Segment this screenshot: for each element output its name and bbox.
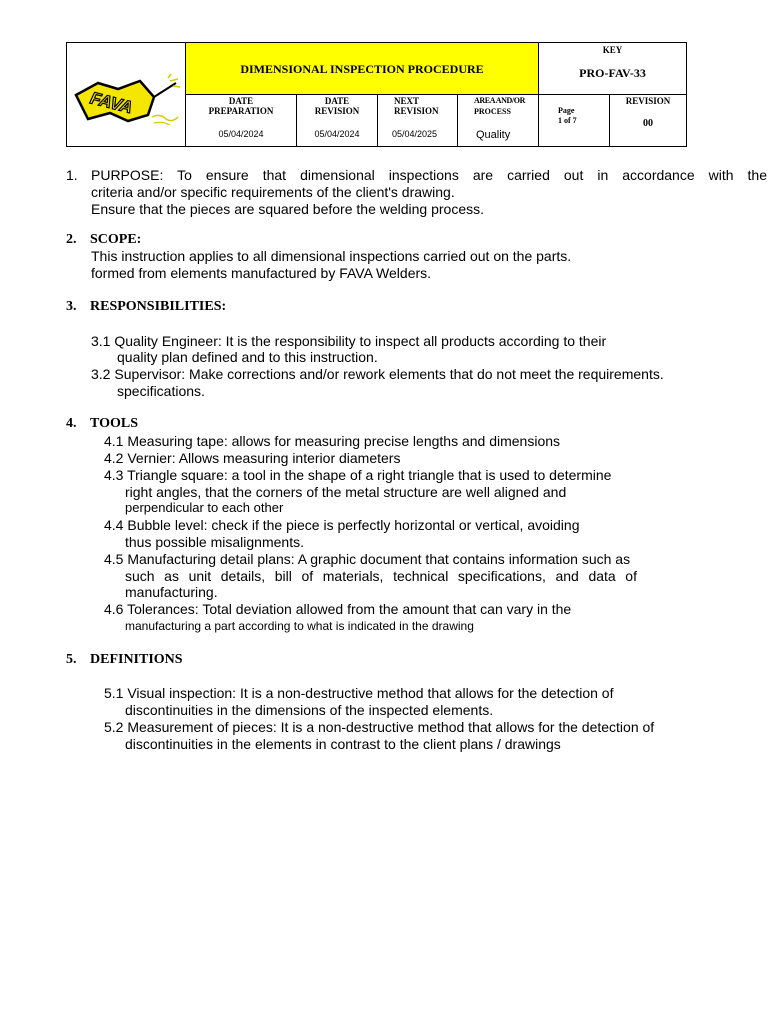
date-preparation-label-line2: PREPARATION xyxy=(208,106,274,116)
tool-item: 4.5 Manufacturing detail plans: A graphic document that contains information such as xyxy=(104,551,631,567)
responsibility-item: 3.1 Quality Engineer: It is the responsibility to inspect all products according to their xyxy=(91,333,607,349)
company-logo xyxy=(70,73,182,133)
section-number: 5. xyxy=(66,652,77,667)
date-revision-label-line2: REVISION xyxy=(314,106,360,116)
section-number: 3. xyxy=(66,299,77,314)
next-revision-label-line2: REVISION xyxy=(394,106,439,116)
page-count: 1 of 7 xyxy=(558,116,577,125)
document-header-table xyxy=(66,42,687,147)
divider xyxy=(457,94,458,146)
responsibility-item: 3.2 Supervisor: Make corrections and/or rework elements that do not meet the requirements. xyxy=(91,366,664,382)
date-preparation-label xyxy=(186,96,296,116)
revision-value: 00 xyxy=(643,118,653,129)
tool-item-cont: right angles, that the corners of the metal structure are well aligned and xyxy=(125,484,567,500)
area-process-label xyxy=(474,95,538,117)
date-revision-label xyxy=(297,96,377,116)
key-value: PRO-FAV-33 xyxy=(579,66,646,80)
definition-item: 5.1 Visual inspection: It is a non-destructive method that allows for the detection of xyxy=(104,685,614,701)
responsibility-item-cont: quality plan defined and to this instruction. xyxy=(117,349,378,365)
next-revision-label xyxy=(394,96,457,116)
scope-line-1: This instruction applies to all dimensional inspections carried out on the parts. xyxy=(91,248,572,264)
tool-item: 4.3 Triangle square: a tool in the shape of a right triangle that is used to determine xyxy=(104,467,612,483)
tool-item: 4.4 Bubble level: check if the piece is perfectly horizontal or vertical, avoiding xyxy=(104,517,580,533)
area-process-value: Quality xyxy=(476,129,511,141)
date-revision-label-line1: DATE xyxy=(324,96,350,106)
purpose-line-1: PURPOSE: To ensure that dimensional inspections are carried out in accordance with the xyxy=(91,167,767,183)
divider xyxy=(185,94,686,95)
definition-item-cont: discontinuities in the dimensions of the inspected elements. xyxy=(125,702,494,718)
page-label: Page xyxy=(558,106,575,115)
definitions-heading: DEFINITIONS xyxy=(90,652,183,667)
scope-heading: SCOPE: xyxy=(90,232,142,247)
purpose-line-3: Ensure that the pieces are squared before the welding process. xyxy=(91,201,485,217)
area-process-label-line2: PROCESS xyxy=(474,107,511,116)
key-label: KEY xyxy=(602,45,623,55)
date-revision-value: 05/04/2024 xyxy=(314,129,360,139)
responsibility-item-cont: specifications. xyxy=(117,383,205,399)
fava-logo-icon xyxy=(70,73,182,133)
definition-item: 5.2 Measurement of pieces: It is a non-destructive method that allows for the detection of xyxy=(104,719,655,735)
logo-text: FAVA xyxy=(88,88,135,118)
purpose-line-2: criteria and/or specific requirements of the client's drawing. xyxy=(91,184,455,200)
tool-item-cont: thus possible misalignments. xyxy=(125,534,304,550)
next-revision-value: 05/04/2025 xyxy=(392,129,438,139)
revision-label: REVISION xyxy=(625,96,671,106)
responsibilities-heading: RESPONSIBILITIES: xyxy=(90,299,227,314)
date-preparation-value: 05/04/2024 xyxy=(218,129,264,139)
date-preparation-label-line1: DATE xyxy=(228,96,254,106)
next-revision-label-line1: NEXT xyxy=(394,96,420,106)
section-number: 1. xyxy=(66,167,78,183)
tool-item: 4.6 Tolerances: Total deviation allowed from the amount that can vary in the xyxy=(104,601,572,617)
tool-item-cont: such as unit details, bill of materials, technical specifications, and data of xyxy=(125,568,637,584)
tools-heading: TOOLS xyxy=(90,416,138,431)
tool-item: 4.2 Vernier: Allows measuring interior diameters xyxy=(104,450,401,466)
section-number: 4. xyxy=(66,416,77,431)
tool-item: 4.1 Measuring tape: allows for measuring precise lengths and dimensions xyxy=(104,433,561,449)
page-indicator xyxy=(558,106,608,126)
document-title: DIMENSIONAL INSPECTION PROCEDURE xyxy=(240,62,484,76)
section-number: 2. xyxy=(66,232,77,247)
definition-item-cont: discontinuities in the elements in contrast to the client plans / drawings xyxy=(125,736,561,752)
tool-item-cont: perpendicular to each other xyxy=(125,500,284,515)
tool-item-cont: manufacturing. xyxy=(125,584,218,600)
divider xyxy=(377,94,378,146)
scope-line-2: formed from elements manufactured by FAVA Welders. xyxy=(91,265,432,281)
tool-item-cont: manufacturing a part according to what is indicated in the drawing xyxy=(125,619,474,633)
area-process-label-line1: AREA AND/OR xyxy=(474,96,525,105)
